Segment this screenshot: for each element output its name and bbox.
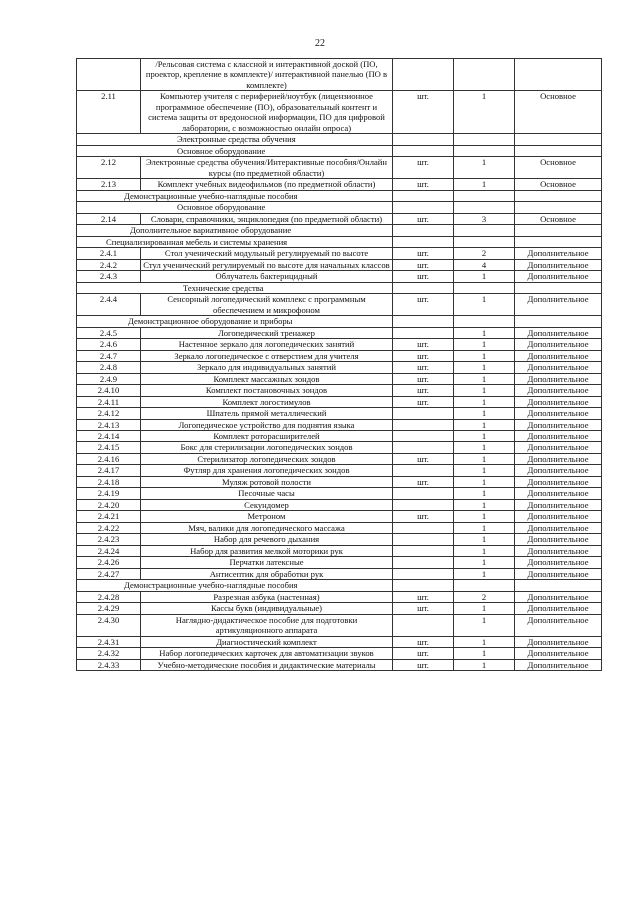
- item-number: 2.4.1: [77, 248, 141, 259]
- item-name: Комплект логостимулов: [141, 396, 393, 407]
- empty-cell: [454, 134, 515, 145]
- table-row: [77, 373, 602, 384]
- table-row: [77, 499, 602, 510]
- empty-cell: [454, 225, 515, 236]
- item-category: Дополнительное: [515, 419, 602, 430]
- item-category: Дополнительное: [515, 476, 602, 487]
- empty-cell: [454, 580, 515, 591]
- table-row: [77, 522, 602, 533]
- item-name: Компьютер учителя с периферией/ноутбук (лицензионное программное обеспечение (ПО), образовательный контент и система защиты от вредоносной информации, ПО для цифровой лаборатории, с возможностью онлайн опроса): [141, 91, 393, 134]
- item-category: Дополнительное: [515, 396, 602, 407]
- item-category: Дополнительное: [515, 465, 602, 476]
- item-unit: шт.: [393, 294, 454, 316]
- item-number: 2.4.17: [77, 465, 141, 476]
- item-category: Дополнительное: [515, 545, 602, 556]
- item-name: Муляж ротовой полости: [141, 476, 393, 487]
- item-number: 2.4.15: [77, 442, 141, 453]
- item-number: 2.4.18: [77, 476, 141, 487]
- item-unit: [393, 614, 454, 636]
- item-unit: [393, 488, 454, 499]
- section-row: [77, 202, 602, 213]
- item-name: Зеркало логопедическое с отверстием для учителя: [141, 350, 393, 361]
- item-name: Шпатель прямой металлический: [141, 408, 393, 419]
- empty-cell: [393, 316, 454, 327]
- item-quantity: 1: [454, 557, 515, 568]
- item-name: Диагностический комплект: [141, 636, 393, 647]
- section-row: [77, 282, 602, 293]
- item-number: 2.4.22: [77, 522, 141, 533]
- empty-cell: [454, 316, 515, 327]
- item-unit: [393, 465, 454, 476]
- item-name: Бокс для стерилизации логопедических зондов: [141, 442, 393, 453]
- item-name: Набор логопедических карточек для автоматизации звуков: [141, 648, 393, 659]
- item-name: Логопедический тренажер: [141, 327, 393, 338]
- item-quantity: 1: [454, 396, 515, 407]
- empty-cell: [393, 145, 454, 156]
- item-name: Учебно-методические пособия и дидактические материалы: [141, 659, 393, 670]
- item-category: Дополнительное: [515, 373, 602, 384]
- table-row: [77, 442, 602, 453]
- item-category: Дополнительное: [515, 248, 602, 259]
- item-unit: шт.: [393, 213, 454, 224]
- item-unit: [393, 522, 454, 533]
- item-category: Дополнительное: [515, 442, 602, 453]
- item-category: Дополнительное: [515, 557, 602, 568]
- item-number: 2.4.14: [77, 430, 141, 441]
- item-unit: шт.: [393, 591, 454, 602]
- item-unit: [393, 408, 454, 419]
- table-row: [77, 59, 602, 91]
- item-name: Стерилизатор логопедических зондов: [141, 453, 393, 464]
- item-category: Дополнительное: [515, 294, 602, 316]
- empty-cell: [454, 190, 515, 201]
- item-number: 2.11: [77, 91, 141, 134]
- table-row: [77, 419, 602, 430]
- item-quantity: 1: [454, 522, 515, 533]
- item-quantity: 1: [454, 430, 515, 441]
- table-row: [77, 248, 602, 259]
- section-heading: Технические средства: [77, 282, 393, 293]
- item-number: 2.4.2: [77, 259, 141, 270]
- item-quantity: 1: [454, 545, 515, 556]
- item-quantity: 3: [454, 213, 515, 224]
- section-row: [77, 225, 602, 236]
- item-category: Основное: [515, 179, 602, 190]
- item-category: Дополнительное: [515, 430, 602, 441]
- item-category: Дополнительное: [515, 327, 602, 338]
- item-category: Дополнительное: [515, 614, 602, 636]
- section-heading: Дополнительное вариативное оборудование: [77, 225, 393, 236]
- table-row: [77, 259, 602, 270]
- section-row: [77, 190, 602, 201]
- item-quantity: 1: [454, 362, 515, 373]
- table-row: [77, 557, 602, 568]
- empty-cell: [515, 282, 602, 293]
- item-number: 2.4.11: [77, 396, 141, 407]
- item-unit: шт.: [393, 373, 454, 384]
- table-row: [77, 327, 602, 338]
- table-row: [77, 488, 602, 499]
- item-unit: шт.: [393, 453, 454, 464]
- item-number: 2.4.4: [77, 294, 141, 316]
- table-row: [77, 271, 602, 282]
- item-quantity: 1: [454, 179, 515, 190]
- table-row: [77, 511, 602, 522]
- section-row: [77, 316, 602, 327]
- empty-cell: [515, 145, 602, 156]
- item-name: Комплект учебных видеофильмов (по предметной области): [141, 179, 393, 190]
- item-number: 2.4.31: [77, 636, 141, 647]
- empty-cell: [454, 236, 515, 247]
- item-category: Дополнительное: [515, 362, 602, 373]
- item-name: Настенное зеркало для логопедических занятий: [141, 339, 393, 350]
- item-category: Дополнительное: [515, 522, 602, 533]
- item-unit: шт.: [393, 396, 454, 407]
- table-row: [77, 350, 602, 361]
- item-category: Дополнительное: [515, 636, 602, 647]
- item-quantity: 1: [454, 614, 515, 636]
- item-unit: шт.: [393, 511, 454, 522]
- item-number: 2.4.20: [77, 499, 141, 510]
- item-unit: [393, 327, 454, 338]
- item-quantity: 1: [454, 373, 515, 384]
- item-unit: шт.: [393, 636, 454, 647]
- item-quantity: 1: [454, 465, 515, 476]
- item-category: Дополнительное: [515, 603, 602, 614]
- item-category: Дополнительное: [515, 511, 602, 522]
- item-category: Дополнительное: [515, 259, 602, 270]
- table-row: [77, 636, 602, 647]
- item-number: 2.4.12: [77, 408, 141, 419]
- section-heading: Специализированная мебель и системы хранения: [77, 236, 393, 247]
- table-row: [77, 453, 602, 464]
- item-name: Песочные часы: [141, 488, 393, 499]
- item-category: Дополнительное: [515, 453, 602, 464]
- table-row: [77, 385, 602, 396]
- item-name: Футляр для хранения логопедических зондов: [141, 465, 393, 476]
- item-number: 2.4.7: [77, 350, 141, 361]
- table-row: [77, 659, 602, 670]
- item-name: Антисептик для обработки рук: [141, 568, 393, 579]
- empty-cell: [454, 282, 515, 293]
- item-number: 2.4.6: [77, 339, 141, 350]
- item-number: 2.4.27: [77, 568, 141, 579]
- item-quantity: 4: [454, 259, 515, 270]
- item-number: 2.4.9: [77, 373, 141, 384]
- item-quantity: 1: [454, 648, 515, 659]
- item-unit: шт.: [393, 179, 454, 190]
- item-quantity: 1: [454, 91, 515, 134]
- item-name: Мяч, валики для логопедического массажа: [141, 522, 393, 533]
- empty-cell: [515, 236, 602, 247]
- item-category: Дополнительное: [515, 385, 602, 396]
- item-quantity: 1: [454, 350, 515, 361]
- item-number: 2.4.24: [77, 545, 141, 556]
- table-row: [77, 534, 602, 545]
- item-number: 2.4.10: [77, 385, 141, 396]
- item-unit: шт.: [393, 91, 454, 134]
- item-category: Дополнительное: [515, 659, 602, 670]
- item-name: Сенсорный логопедический комплекс с программным обеспечением и микрофоном: [141, 294, 393, 316]
- item-number: 2.4.13: [77, 419, 141, 430]
- item-category: Дополнительное: [515, 350, 602, 361]
- table-row: [77, 362, 602, 373]
- item-unit: [393, 534, 454, 545]
- item-name: Электронные средства обучения/Интерактивные пособия/Онлайн курсы (по предметной области): [141, 157, 393, 179]
- empty-cell: [515, 316, 602, 327]
- item-unit: шт.: [393, 271, 454, 282]
- item-number: 2.14: [77, 213, 141, 224]
- item-number: 2.4.23: [77, 534, 141, 545]
- item-number: 2.4.5: [77, 327, 141, 338]
- empty-cell: [515, 134, 602, 145]
- empty-cell: [454, 202, 515, 213]
- item-quantity: 1: [454, 271, 515, 282]
- item-number: 2.4.32: [77, 648, 141, 659]
- item-unit: [393, 545, 454, 556]
- table-row: [77, 648, 602, 659]
- item-quantity: 1: [454, 636, 515, 647]
- item-unit: шт.: [393, 385, 454, 396]
- item-name: Комплект роторасширителей: [141, 430, 393, 441]
- item-quantity: 1: [454, 294, 515, 316]
- item-number: 2.4.26: [77, 557, 141, 568]
- item-category: Дополнительное: [515, 534, 602, 545]
- item-name: Стол ученический модульный регулируемый по высоте: [141, 248, 393, 259]
- item-name: Разрезная азбука (настенная): [141, 591, 393, 602]
- item-number: 2.4.28: [77, 591, 141, 602]
- section-row: [77, 134, 602, 145]
- item-unit: [393, 419, 454, 430]
- item-number: 2.13: [77, 179, 141, 190]
- item-category: Дополнительное: [515, 271, 602, 282]
- section-heading: Демонстрационные учебно-наглядные пособия: [77, 190, 393, 201]
- table-row: [77, 396, 602, 407]
- item-unit: шт.: [393, 603, 454, 614]
- item-quantity: 1: [454, 327, 515, 338]
- item-name: Наглядно-дидактическое пособие для подготовки артикуляционного аппарата: [141, 614, 393, 636]
- item-number: 2.12: [77, 157, 141, 179]
- item-unit: шт.: [393, 339, 454, 350]
- item-unit: [393, 430, 454, 441]
- page-number: 22: [315, 38, 325, 49]
- table-row: [77, 408, 602, 419]
- table-row: [77, 294, 602, 316]
- table-row: [77, 591, 602, 602]
- item-quantity: 1: [454, 603, 515, 614]
- item-unit: [393, 59, 454, 91]
- section-heading: Демонстрационное оборудование и приборы: [77, 316, 393, 327]
- section-heading: Основное оборудование: [77, 202, 393, 213]
- section-row: [77, 145, 602, 156]
- empty-cell: [393, 190, 454, 201]
- empty-cell: [393, 236, 454, 247]
- item-number: 2.4.21: [77, 511, 141, 522]
- item-number: 2.4.8: [77, 362, 141, 373]
- item-name: /Рельсовая система с классной и интерактивной доской (ПО, проектор, крепление в комплекте)/ интерактивной панелью (ПО в комплекте): [141, 59, 393, 91]
- section-row: [77, 236, 602, 247]
- item-unit: шт.: [393, 476, 454, 487]
- table-row: [77, 213, 602, 224]
- empty-cell: [454, 145, 515, 156]
- item-category: Дополнительное: [515, 488, 602, 499]
- item-unit: [393, 442, 454, 453]
- table-row: [77, 603, 602, 614]
- item-quantity: 1: [454, 442, 515, 453]
- section-heading: Электронные средства обучения: [77, 134, 393, 145]
- item-quantity: 1: [454, 339, 515, 350]
- table-row: [77, 179, 602, 190]
- section-row: [77, 580, 602, 591]
- item-quantity: 1: [454, 659, 515, 670]
- item-quantity: 1: [454, 534, 515, 545]
- item-quantity: 1: [454, 408, 515, 419]
- section-heading: Демонстрационные учебно-наглядные пособия: [77, 580, 393, 591]
- item-number: [77, 59, 141, 91]
- item-unit: шт.: [393, 248, 454, 259]
- equipment-table: [76, 58, 602, 671]
- item-category: Дополнительное: [515, 648, 602, 659]
- item-unit: шт.: [393, 659, 454, 670]
- item-number: 2.4.3: [77, 271, 141, 282]
- item-category: Основное: [515, 213, 602, 224]
- item-name: Комплект массажных зондов: [141, 373, 393, 384]
- item-category: Дополнительное: [515, 591, 602, 602]
- item-unit: [393, 557, 454, 568]
- item-quantity: 1: [454, 568, 515, 579]
- item-category: Дополнительное: [515, 408, 602, 419]
- item-name: Логопедическое устройство для поднятия языка: [141, 419, 393, 430]
- item-number: 2.4.30: [77, 614, 141, 636]
- item-category: Основное: [515, 157, 602, 179]
- item-name: Набор для развития мелкой моторики рук: [141, 545, 393, 556]
- item-number: 2.4.29: [77, 603, 141, 614]
- item-unit: [393, 499, 454, 510]
- item-unit: шт.: [393, 157, 454, 179]
- item-category: [515, 59, 602, 91]
- item-quantity: 1: [454, 511, 515, 522]
- item-unit: шт.: [393, 259, 454, 270]
- item-name: Зеркало для индивидуальных занятий: [141, 362, 393, 373]
- item-name: Стул ученический регулируемый по высоте для начальных классов: [141, 259, 393, 270]
- item-name: Метроном: [141, 511, 393, 522]
- item-name: Перчатки латексные: [141, 557, 393, 568]
- table-row: [77, 91, 602, 134]
- empty-cell: [393, 282, 454, 293]
- item-number: 2.4.16: [77, 453, 141, 464]
- table-row: [77, 465, 602, 476]
- item-number: 2.4.33: [77, 659, 141, 670]
- empty-cell: [515, 202, 602, 213]
- empty-cell: [393, 202, 454, 213]
- table-row: [77, 157, 602, 179]
- item-category: Дополнительное: [515, 339, 602, 350]
- table-row: [77, 476, 602, 487]
- empty-cell: [515, 580, 602, 591]
- item-name: Словари, справочники, энциклопедия (по предметной области): [141, 213, 393, 224]
- item-category: Дополнительное: [515, 499, 602, 510]
- empty-cell: [515, 190, 602, 201]
- item-category: Основное: [515, 91, 602, 134]
- item-number: 2.4.19: [77, 488, 141, 499]
- item-quantity: 1: [454, 419, 515, 430]
- item-quantity: 2: [454, 248, 515, 259]
- item-quantity: [454, 59, 515, 91]
- table-row: [77, 568, 602, 579]
- item-quantity: 1: [454, 476, 515, 487]
- item-name: Секундомер: [141, 499, 393, 510]
- section-heading: Основное оборудование: [77, 145, 393, 156]
- empty-cell: [393, 134, 454, 145]
- item-name: Комплект постановочных зондов: [141, 385, 393, 396]
- empty-cell: [393, 580, 454, 591]
- item-quantity: 1: [454, 385, 515, 396]
- table-row: [77, 545, 602, 556]
- item-name: Облучатель бактерицидный: [141, 271, 393, 282]
- item-name: Набор для речевого дыхания: [141, 534, 393, 545]
- item-quantity: 1: [454, 453, 515, 464]
- empty-cell: [515, 225, 602, 236]
- item-quantity: 1: [454, 499, 515, 510]
- empty-cell: [393, 225, 454, 236]
- item-unit: шт.: [393, 362, 454, 373]
- item-unit: шт.: [393, 350, 454, 361]
- table-row: [77, 430, 602, 441]
- item-category: Дополнительное: [515, 568, 602, 579]
- table-row: [77, 339, 602, 350]
- item-name: Кассы букв (индивидуальные): [141, 603, 393, 614]
- item-unit: [393, 568, 454, 579]
- item-quantity: 1: [454, 488, 515, 499]
- item-quantity: 2: [454, 591, 515, 602]
- item-unit: шт.: [393, 648, 454, 659]
- item-quantity: 1: [454, 157, 515, 179]
- table-row: [77, 614, 602, 636]
